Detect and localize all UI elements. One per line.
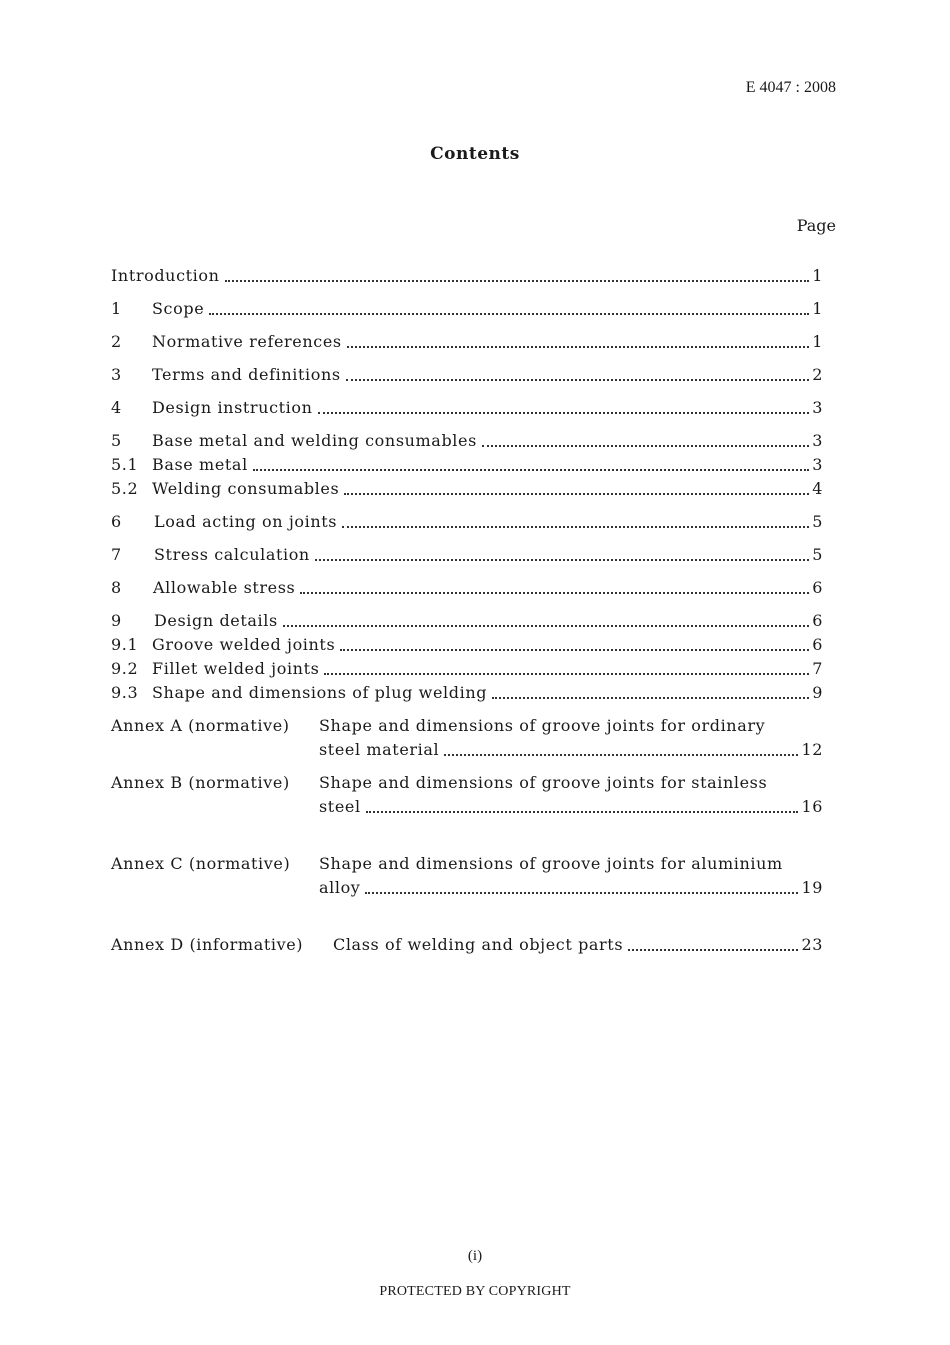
toc-entry[interactable] bbox=[111, 454, 823, 476]
leader-dots bbox=[444, 754, 798, 756]
toc-entry-page: 23 bbox=[801, 935, 823, 954]
annex-title-line: Shape and dimensions of groove joints for aluminium bbox=[319, 854, 783, 873]
toc-entry-number: 5 bbox=[111, 431, 122, 450]
toc-entry-page: 2 bbox=[812, 365, 823, 384]
leader-dots bbox=[340, 649, 809, 651]
toc-entry[interactable] bbox=[111, 682, 823, 704]
toc-entry-number: 8 bbox=[111, 578, 122, 597]
leader-dots bbox=[492, 697, 809, 699]
toc-entry-page: 12 bbox=[801, 740, 823, 759]
leader-dots bbox=[628, 949, 798, 951]
toc-entry-page: 5 bbox=[812, 545, 823, 564]
document-id: E 4047 : 2008 bbox=[745, 79, 836, 96]
leader-dots bbox=[209, 313, 809, 315]
leader-dots bbox=[365, 892, 798, 894]
toc-entry-page: 1 bbox=[812, 332, 823, 351]
toc-entry-page: 1 bbox=[812, 266, 823, 285]
annex-title-continuation: alloy bbox=[319, 878, 361, 897]
toc-entry-page: 3 bbox=[812, 455, 823, 474]
toc-entry-number: 5.2 bbox=[111, 479, 139, 498]
toc-entry[interactable] bbox=[111, 577, 823, 599]
toc-entry-title: Shape and dimensions of plug welding bbox=[152, 683, 488, 702]
toc-entry-introduction[interactable] bbox=[111, 265, 823, 287]
leader-dots bbox=[342, 526, 809, 528]
toc-entry-title: Stress calculation bbox=[154, 545, 310, 564]
toc-entry-number: 4 bbox=[111, 398, 122, 417]
toc-entry[interactable] bbox=[111, 634, 823, 656]
toc-entry-annex-a[interactable] bbox=[319, 739, 823, 761]
toc-entry[interactable] bbox=[111, 331, 823, 353]
leader-dots bbox=[315, 559, 809, 561]
toc-entry-number: 6 bbox=[111, 512, 122, 531]
annex-label: Annex D (informative) bbox=[111, 935, 304, 954]
toc-entry[interactable] bbox=[111, 430, 823, 452]
annex-title: Class of welding and object parts bbox=[333, 935, 624, 954]
toc-entry-title: Allowable stress bbox=[153, 578, 296, 597]
toc-entry-title: Load acting on joints bbox=[154, 512, 338, 531]
toc-entry-title: Scope bbox=[152, 299, 205, 318]
copyright-notice: PROTECTED BY COPYRIGHT bbox=[379, 1284, 571, 1299]
toc-entry-title: Base metal bbox=[152, 455, 248, 474]
toc-entry-number: 2 bbox=[111, 332, 122, 351]
annex-title-continuation: steel material bbox=[319, 740, 440, 759]
annex-label: Annex B (normative) bbox=[111, 773, 290, 792]
toc-entry[interactable] bbox=[111, 364, 823, 386]
toc-entry-page: 4 bbox=[812, 479, 823, 498]
toc-entry-page: 1 bbox=[812, 299, 823, 318]
toc-entry-title: Design details bbox=[154, 611, 278, 630]
toc-entry-page: 6 bbox=[812, 635, 823, 654]
leader-dots bbox=[482, 445, 809, 447]
toc-entry-page: 3 bbox=[812, 431, 823, 450]
annex-title-line: Shape and dimensions of groove joints for ordinary bbox=[319, 716, 766, 735]
annex-title-continuation: steel bbox=[319, 797, 361, 816]
toc-entry-annex-c[interactable] bbox=[319, 877, 823, 899]
toc-entry-number: 5.1 bbox=[111, 455, 139, 474]
page-title: Contents bbox=[430, 144, 520, 164]
toc-entry-number: 3 bbox=[111, 365, 122, 384]
toc-entry-number: 1 bbox=[111, 299, 122, 318]
toc-entry-number: 9 bbox=[111, 611, 122, 630]
annex-label: Annex A (normative) bbox=[111, 716, 290, 735]
toc-entry[interactable] bbox=[111, 298, 823, 320]
leader-dots bbox=[366, 811, 799, 813]
leader-dots bbox=[347, 346, 810, 348]
toc-entry-title: Base metal and welding consumables bbox=[152, 431, 477, 450]
toc-entry-page: 19 bbox=[801, 878, 823, 897]
toc-entry-title: Terms and definitions bbox=[152, 365, 341, 384]
leader-dots bbox=[324, 673, 809, 675]
toc-entry-page: 9 bbox=[812, 683, 823, 702]
leader-dots bbox=[346, 379, 810, 381]
toc-entry-title: Introduction bbox=[111, 266, 220, 285]
leader-dots bbox=[283, 625, 809, 627]
toc-entry-page: 6 bbox=[812, 578, 823, 597]
toc-entry-page: 5 bbox=[812, 512, 823, 531]
toc-entry-title: Fillet welded joints bbox=[152, 659, 320, 678]
toc-entry-number: 7 bbox=[111, 545, 122, 564]
toc-entry-page: 16 bbox=[801, 797, 823, 816]
annex-label: Annex C (normative) bbox=[111, 854, 291, 873]
toc-entry-title: Design instruction bbox=[152, 398, 313, 417]
toc-entry-annex-d[interactable] bbox=[333, 934, 823, 956]
toc-entry-title: Groove welded joints bbox=[152, 635, 336, 654]
leader-dots bbox=[318, 412, 810, 414]
toc-entry-title: Normative references bbox=[152, 332, 342, 351]
annex-title-line: Shape and dimensions of groove joints for stainless bbox=[319, 773, 768, 792]
toc-entry-page: 3 bbox=[812, 398, 823, 417]
leader-dots bbox=[344, 493, 809, 495]
leader-dots bbox=[253, 469, 809, 471]
toc-entry-page: 7 bbox=[812, 659, 823, 678]
toc-entry[interactable] bbox=[111, 610, 823, 632]
toc-entry-number: 9.3 bbox=[111, 683, 139, 702]
page-column-label: Page bbox=[796, 216, 836, 235]
toc-entry[interactable] bbox=[111, 397, 823, 419]
toc-entry[interactable] bbox=[111, 658, 823, 680]
toc-entry-number: 9.1 bbox=[111, 635, 139, 654]
leader-dots bbox=[300, 592, 809, 594]
toc-entry[interactable] bbox=[111, 544, 823, 566]
page-number: (i) bbox=[467, 1248, 483, 1264]
toc-entry-number: 9.2 bbox=[111, 659, 139, 678]
toc-entry[interactable] bbox=[111, 511, 823, 533]
toc-entry-title: Welding consumables bbox=[152, 479, 340, 498]
leader-dots bbox=[225, 280, 810, 282]
toc-entry-annex-b[interactable] bbox=[319, 796, 823, 818]
toc-entry[interactable] bbox=[111, 478, 823, 500]
toc-entry-page: 6 bbox=[812, 611, 823, 630]
